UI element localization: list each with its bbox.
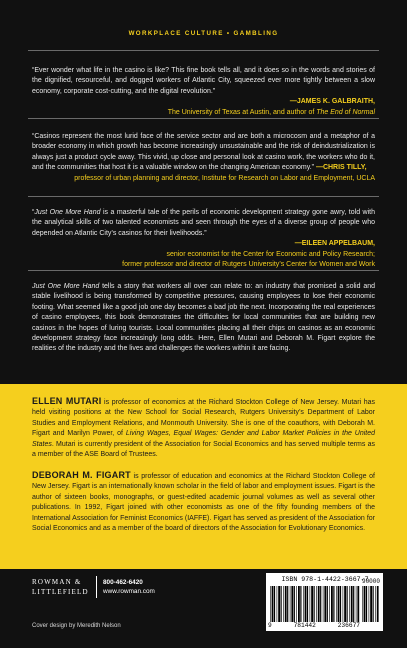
- isbn-barcode: [266, 573, 383, 631]
- book-title: Just One More Hand: [34, 209, 101, 216]
- barcode-bar: [336, 586, 337, 622]
- barcode-bar: [349, 586, 350, 622]
- bio-text: is professor of economics at the Richard Stockton College of New Jersey. Mutari has held visiting positions at the New School for Social Research, Rutgers University’s Department of Labor Studies and Employment Relations, and Monmouth University. She is one of the coauthors, with Deborah M. Figart and Marilyn Power, of: [32, 399, 376, 438]
- divider: [28, 196, 379, 197]
- barcode-bar: [364, 586, 366, 622]
- description-text: [32, 282, 375, 355]
- barcode-digit-group1: 781442: [293, 622, 316, 629]
- quote-affiliation: [168, 109, 375, 116]
- barcode-bar: [347, 586, 348, 622]
- barcode-bar: [303, 586, 304, 622]
- barcode-bar: [320, 586, 321, 622]
- barcode-bars: [270, 586, 360, 622]
- author-bio-figart: [32, 470, 375, 534]
- barcode-bar: [333, 586, 334, 622]
- barcode-bar: [272, 586, 274, 622]
- author-bio-mutari: [32, 396, 375, 460]
- barcode-bar: [343, 586, 344, 622]
- quote-author: —JAMES K. GALBRAITH,: [289, 98, 375, 106]
- barcode-bar: [274, 586, 275, 622]
- barcode-bar: [291, 586, 293, 622]
- barcode-digit-group2: 236677: [337, 622, 360, 629]
- quote-attribution: [32, 239, 375, 270]
- barcode-bar: [340, 586, 341, 622]
- barcode-bar: [344, 586, 346, 622]
- quote-affiliation-2: former professor and director of Rutgers University’s Center for Women and Work: [122, 261, 375, 269]
- quote-text: “Ever wonder what life in the casino is like? This fine book tells all, and it does so in the words and stories of the dignified, resourceful, and dogged workers of Atlantic City, squeezed ever more tightly between a slow economy, corporate cost-cutting, and the digital revolution.”: [32, 67, 375, 95]
- barcode-bar: [377, 586, 379, 622]
- barcode-bar: [314, 586, 315, 622]
- quote-attribution: [32, 97, 375, 118]
- book-title: The End of Normal: [316, 108, 375, 116]
- book-title: Living Wages, Equal Wages: Gender and Labor Market Policies in the United States: [32, 430, 375, 448]
- price-code: 90000: [361, 578, 380, 585]
- barcode-bar: [310, 586, 311, 622]
- barcode-bar: [316, 586, 317, 622]
- publisher-phone: 800-462-6420: [103, 579, 143, 586]
- quote-galbraith: [32, 66, 375, 118]
- barcode-bar: [353, 586, 354, 622]
- quote-author: —CHRIS TILLY,: [315, 164, 367, 172]
- barcode-bar: [369, 586, 370, 622]
- description-body: tells a story that workers all over can relate to: an industry that promised a solid and stable livelihood is being transformed by competitive pressures, causing employees to lose their economic footing. What seemed like a good job one day becomes a bad job the next. Incorporating the real experiences of casino employees, this book demonstrates the difficulties for local communities that are building new casinos in the hopes of luring tourists. Local communities placing all their chips on casinos as an economic development strategy face increasingly long odds. Here, Ellen Mutari and Deborah M. Figart explore the realities of the industry and the lives and challenges the workers within it are facing.: [32, 283, 375, 353]
- category-label: WORKPLACE CULTURE • GAMBLING: [128, 30, 279, 37]
- barcode-bar: [307, 586, 308, 622]
- barcode-bar: [285, 586, 287, 622]
- publisher-name-line2: LITTLEFIELD: [32, 588, 89, 596]
- barcode-digit-first: 9: [268, 622, 272, 629]
- quote-text: [32, 132, 375, 174]
- barcode-bar: [290, 586, 291, 622]
- publisher-website: www.rowman.com: [103, 588, 155, 595]
- quote-body: is a masterful tale of the perils of economic development strategy gone awry, told with the analytical skills of two talented economists and seen through the eyes of a diverse group of people who depended on Atlantic City’s casinos for their livelihoods.”: [32, 209, 375, 237]
- book-title: Just One More Hand: [32, 283, 100, 290]
- cover-credit: Cover design by Meredith Nelson: [32, 623, 121, 629]
- barcode-bar: [324, 586, 326, 622]
- barcode-bar: [287, 586, 288, 622]
- bio-text: . Mutari is currently president of the Association for Social Economics and has served multiple terms as a member of the ASE Board of Trustees.: [32, 440, 375, 459]
- barcode-bar: [270, 586, 271, 622]
- publisher-contact: [103, 578, 155, 596]
- barcode-bar: [357, 586, 359, 622]
- author-panel: [0, 384, 407, 569]
- book-description: [32, 282, 375, 355]
- quote-affiliation-1: senior economist for the Center for Economic and Policy Research;: [166, 250, 375, 258]
- divider: [28, 270, 379, 271]
- supplement-bars: [362, 586, 380, 622]
- quote-author: —EILEEN APPELBAUM,: [294, 240, 375, 248]
- barcode-bar: [277, 586, 278, 622]
- barcode-bar: [375, 586, 376, 622]
- quote-tilly: [32, 132, 375, 184]
- barcode-bar: [366, 586, 367, 622]
- bio-text: is professor of education and economics at the Richard Stockton College of New Jersey. Figart is an internationally known scholar in the field of labor and employment issues. Figart is the author of sixteen books, monographs, or guest-edited academic journal volumes as well as several other publications. In 1992, Figart joined with other economists as one of the fifty founding members of the International Association for Feminist Economics (IAFFE). Figart has served as president of the Association for Social Economics and as a member of the board of directors of the Association for Evolutionary Economics.: [32, 473, 375, 533]
- barcode-bar: [311, 586, 313, 622]
- author-name: ELLEN MUTARI: [32, 396, 102, 406]
- barcode-bar: [323, 586, 324, 622]
- barcode-bar: [294, 586, 295, 622]
- barcode-bar: [338, 586, 340, 622]
- barcode-bar: [356, 586, 357, 622]
- publisher-logo: [32, 577, 94, 597]
- barcode-bar: [305, 586, 307, 622]
- barcode-bar: [329, 586, 330, 622]
- divider: [28, 50, 379, 51]
- barcode-bar: [300, 586, 301, 622]
- barcode-bar: [278, 586, 280, 622]
- quote-text: “Just One More Hand is a masterful tale of the perils of economic development strategy gone awry, told with the analytical skills of two talented economists and seen through the eyes of a diverse group of people who depended on Atlantic City’s casinos for their livelihoods.”: [32, 209, 375, 237]
- barcode-bar: [283, 586, 284, 622]
- barcode-bar: [281, 586, 282, 622]
- divider: [28, 118, 379, 119]
- publisher-name-line1: ROWMAN &: [32, 578, 82, 586]
- barcode-bar: [370, 586, 372, 622]
- isbn-number: ISBN 978-1-4422-3667-7: [281, 576, 369, 583]
- quote-affiliation: professor of urban planning and director, Institute for Research on Labor and Employment, UCLA: [74, 174, 375, 182]
- barcode-bar: [362, 586, 363, 622]
- barcode-bar: [298, 586, 300, 622]
- barcode-bar: [331, 586, 333, 622]
- barcode-digits: [268, 622, 360, 629]
- affiliation-text: The University of Texas at Austin, and author of: [167, 108, 317, 116]
- quote-body: “Casinos represent the most lurid face of the service sector and are both a microcosm and a metaphor of a broader economy in which growth has become increasingly unsustainable and the risk of deindustrialization is always just a product cycle away. This vivid, up close and personal look at casino work, the workers who do it, and the communities that host it is a valuable window on the changing American economy.”: [32, 133, 375, 172]
- barcode-bar: [318, 586, 320, 622]
- publisher-separator: [96, 576, 97, 598]
- barcode-bar: [373, 586, 374, 622]
- author-name: DEBORAH M. FIGART: [32, 470, 131, 480]
- quote-attribution: [32, 174, 375, 184]
- quote-appelbaum: [32, 208, 375, 270]
- barcode-bar: [327, 586, 328, 622]
- barcode-bar: [351, 586, 353, 622]
- barcode-bar: [296, 586, 297, 622]
